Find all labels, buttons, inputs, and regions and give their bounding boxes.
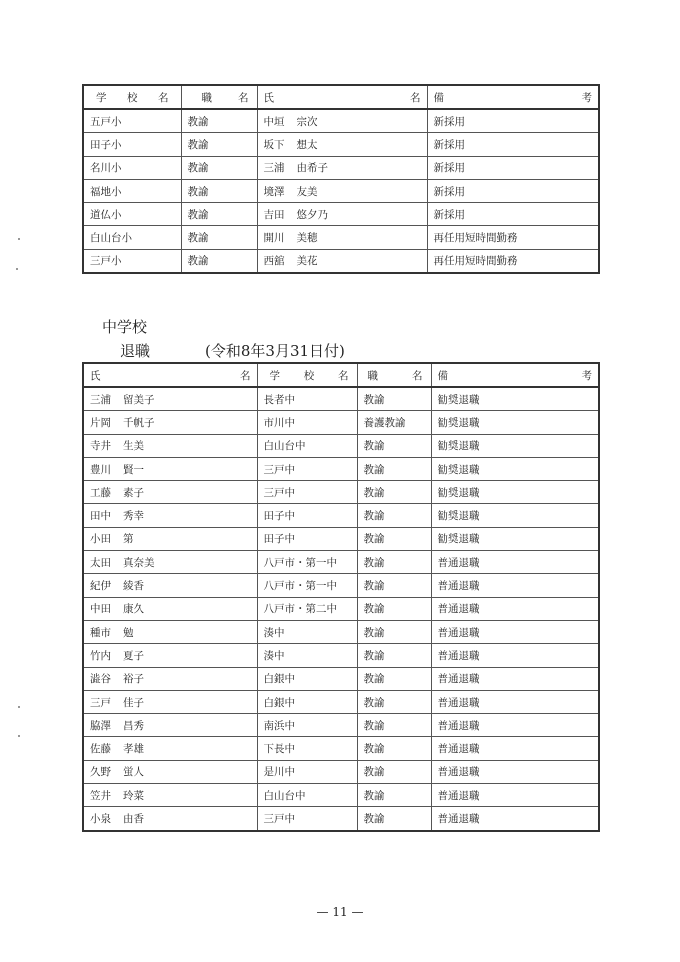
remarks-cell — [431, 784, 599, 807]
position-cell-text: 教諭 — [363, 766, 385, 779]
school-cell-text: 白銀中 — [263, 673, 295, 686]
school-cell — [257, 644, 357, 667]
header-name — [83, 363, 257, 387]
header-position — [181, 85, 257, 109]
position-cell — [181, 179, 257, 202]
position-cell — [357, 387, 431, 411]
remarks-cell-text: 普通退職 — [437, 789, 480, 802]
position-cell-text: 教諭 — [363, 440, 385, 453]
school-cell — [257, 504, 357, 527]
header-char: 職 — [367, 369, 378, 382]
position-cell-text: 教諭 — [363, 649, 385, 662]
name-cell-text: 生美 — [123, 440, 144, 453]
name-cell-text: 紀伊 — [90, 580, 111, 593]
header-school — [257, 363, 357, 387]
name-cell — [257, 249, 427, 273]
name-cell — [257, 226, 427, 249]
table-row — [83, 714, 599, 737]
position-cell-text: 教諭 — [187, 115, 209, 128]
name-cell-text: 綾香 — [123, 580, 144, 593]
table-row — [83, 179, 599, 202]
table-row — [83, 527, 599, 550]
table-row — [83, 667, 599, 690]
position-cell-text: 教諭 — [363, 533, 385, 546]
school-cell — [257, 527, 357, 550]
position-cell-text: 教諭 — [363, 393, 385, 406]
school-cell-text: 八戸市・第一中 — [263, 580, 337, 593]
header-char: 名 — [238, 91, 249, 104]
name-cell — [83, 737, 257, 760]
remarks-cell — [431, 667, 599, 690]
school-cell-text: 白山台小 — [90, 232, 132, 245]
scan-speck — [18, 706, 20, 708]
page-number: — 11 — — [316, 905, 364, 919]
remarks-cell-text: 新採用 — [433, 208, 465, 221]
school-cell-text: 八戸市・第二中 — [263, 603, 337, 616]
school-cell — [83, 109, 181, 133]
remarks-cell — [431, 411, 599, 434]
school-cell — [257, 784, 357, 807]
position-cell — [357, 784, 431, 807]
name-cell-text: 小田 — [90, 533, 111, 546]
position-cell — [357, 481, 431, 504]
position-cell-text: 教諭 — [363, 556, 385, 569]
header-char: 氏 — [263, 91, 274, 104]
position-cell-text: 教諭 — [363, 603, 385, 616]
junior-high-retirements-table — [82, 362, 600, 832]
remarks-cell — [427, 156, 599, 179]
name-cell-text: 工藤 — [90, 486, 111, 499]
remarks-cell-text: 勧奨退職 — [437, 463, 480, 476]
table-row — [83, 551, 599, 574]
name-cell — [257, 203, 427, 226]
remarks-cell-text: 普通退職 — [437, 603, 480, 616]
name-cell-text: 寺井 — [90, 440, 111, 453]
name-cell-text: 玲菜 — [123, 789, 144, 802]
header-position — [357, 363, 431, 387]
header-name — [257, 85, 427, 109]
name-cell-text: 小泉 — [90, 812, 111, 825]
name-cell — [83, 667, 257, 690]
name-cell-text: 西舘 — [263, 255, 285, 268]
name-cell-text: 脇澤 — [90, 719, 111, 732]
table-row — [83, 784, 599, 807]
name-cell-text: 竹内 — [90, 649, 111, 662]
table-row — [83, 156, 599, 179]
school-cell-text: 是川中 — [263, 766, 295, 779]
school-cell — [83, 156, 181, 179]
remarks-cell — [427, 179, 599, 202]
table-row — [83, 737, 599, 760]
name-cell-text: 三浦 — [90, 393, 111, 406]
remarks-cell — [431, 457, 599, 480]
remarks-cell — [431, 760, 599, 783]
name-cell — [83, 574, 257, 597]
header-char: 名 — [338, 369, 349, 382]
name-cell-text: 開川 — [263, 232, 285, 245]
remarks-cell-text: 普通退職 — [437, 696, 480, 709]
header-remarks — [431, 363, 599, 387]
school-cell — [257, 714, 357, 737]
header-char: 考 — [581, 369, 592, 382]
school-cell — [257, 597, 357, 620]
position-cell — [357, 574, 431, 597]
remarks-cell-text: 勧奨退職 — [437, 440, 480, 453]
table-row — [83, 760, 599, 783]
name-cell-text: 太田 — [90, 556, 111, 569]
position-cell-text: 教諭 — [187, 232, 209, 245]
remarks-cell-text: 新採用 — [433, 138, 465, 151]
table-row — [83, 109, 599, 133]
school-cell-text: 下長中 — [263, 743, 295, 756]
position-cell — [357, 760, 431, 783]
school-cell — [257, 551, 357, 574]
name-cell-text: 勉 — [123, 626, 134, 639]
remarks-cell — [431, 387, 599, 411]
position-cell-text: 教諭 — [187, 138, 209, 151]
remarks-cell-text: 勧奨退職 — [437, 486, 480, 499]
position-cell — [357, 667, 431, 690]
position-cell — [357, 620, 431, 643]
remarks-cell-text: 普通退職 — [437, 580, 480, 593]
position-cell-text: 教諭 — [363, 580, 385, 593]
name-cell — [83, 644, 257, 667]
position-cell — [357, 411, 431, 434]
position-cell-text: 教諭 — [187, 255, 209, 268]
name-cell-text: 由希子 — [296, 162, 328, 175]
position-cell-text: 教諭 — [363, 789, 385, 802]
school-cell — [257, 620, 357, 643]
section-title: 中学校 — [102, 318, 148, 336]
name-cell-text: 裕子 — [123, 673, 144, 686]
name-cell-text: 蛍人 — [123, 766, 144, 779]
position-cell — [357, 527, 431, 550]
school-cell-text: 白銀中 — [263, 696, 295, 709]
name-cell-text: 孝雄 — [123, 743, 144, 756]
school-cell-text: 南浜中 — [263, 719, 295, 732]
header-char: 校 — [127, 91, 138, 104]
school-cell-text: 道仏小 — [90, 208, 122, 221]
header-remarks — [427, 85, 599, 109]
table-row — [83, 690, 599, 713]
header-char: 名 — [410, 91, 421, 104]
table-row — [83, 411, 599, 434]
table-row — [83, 504, 599, 527]
name-cell — [83, 807, 257, 831]
table-row — [83, 387, 599, 411]
school-cell-text: 長者中 — [263, 393, 295, 406]
table-row — [83, 457, 599, 480]
school-cell-text: 田子中 — [263, 533, 295, 546]
name-cell-text: 吉田 — [263, 208, 285, 221]
name-cell — [83, 504, 257, 527]
school-cell — [257, 690, 357, 713]
remarks-cell — [427, 133, 599, 156]
position-cell — [357, 434, 431, 457]
remarks-cell-text: 普通退職 — [437, 649, 480, 662]
name-cell-text: 笠井 — [90, 789, 111, 802]
name-cell — [257, 156, 427, 179]
table-row — [83, 644, 599, 667]
subsection-title: 退職 — [120, 342, 151, 360]
school-cell-text: 白山台中 — [263, 789, 306, 802]
position-cell-text: 教諭 — [363, 463, 385, 476]
school-cell — [257, 387, 357, 411]
school-cell — [257, 807, 357, 831]
school-cell — [257, 434, 357, 457]
school-cell-text: 八戸市・第一中 — [263, 556, 337, 569]
remarks-cell-text: 新採用 — [433, 162, 465, 175]
header-char: 学 — [96, 91, 107, 104]
remarks-cell-text: 普通退職 — [437, 626, 480, 639]
remarks-cell — [431, 644, 599, 667]
school-cell-text: 田子小 — [90, 138, 122, 151]
remarks-cell-text: 普通退職 — [437, 766, 480, 779]
position-cell-text: 教諭 — [187, 208, 209, 221]
school-cell — [257, 481, 357, 504]
school-cell-text: 三戸中 — [263, 486, 295, 499]
position-cell — [181, 203, 257, 226]
scan-speck — [18, 735, 20, 737]
position-cell — [357, 807, 431, 831]
name-cell — [83, 597, 257, 620]
name-cell — [257, 133, 427, 156]
effective-date: (令和8年3月31日付) — [205, 342, 345, 360]
remarks-cell — [431, 597, 599, 620]
school-cell — [83, 179, 181, 202]
name-cell-text: 久野 — [90, 766, 111, 779]
name-cell — [83, 434, 257, 457]
remarks-cell — [427, 249, 599, 273]
remarks-cell — [431, 807, 599, 831]
name-cell — [83, 457, 257, 480]
header-char: 名 — [158, 91, 169, 104]
remarks-cell-text: 新採用 — [433, 185, 465, 198]
name-cell-text: 宗次 — [296, 115, 318, 128]
position-cell-text: 教諭 — [363, 743, 385, 756]
name-cell-text: 豊川 — [90, 463, 111, 476]
table-row — [83, 597, 599, 620]
remarks-cell — [427, 203, 599, 226]
remarks-cell — [427, 109, 599, 133]
name-cell — [83, 690, 257, 713]
header-char: 氏 — [90, 369, 101, 382]
school-cell-text: 市川中 — [263, 416, 295, 429]
remarks-cell-text: 勧奨退職 — [437, 533, 480, 546]
name-cell-text: 昌秀 — [123, 719, 144, 732]
name-cell-text: 澁谷 — [90, 673, 111, 686]
position-cell — [357, 504, 431, 527]
name-cell-text: 素子 — [123, 486, 144, 499]
remarks-cell — [431, 504, 599, 527]
name-cell-text: 秀幸 — [123, 510, 144, 523]
table-row — [83, 133, 599, 156]
header-char: 名 — [412, 369, 423, 382]
position-cell — [357, 714, 431, 737]
school-cell — [83, 203, 181, 226]
school-cell-text: 三戸中 — [263, 812, 295, 825]
school-cell — [257, 574, 357, 597]
position-cell — [181, 109, 257, 133]
position-cell-text: 教諭 — [187, 185, 209, 198]
remarks-cell — [431, 434, 599, 457]
name-cell-text: 康久 — [123, 603, 144, 616]
remarks-cell — [431, 737, 599, 760]
header-school — [83, 85, 181, 109]
table-row — [83, 574, 599, 597]
remarks-cell-text: 勧奨退職 — [437, 416, 480, 429]
name-cell — [83, 784, 257, 807]
school-cell-text: 湊中 — [263, 626, 285, 639]
school-cell — [257, 457, 357, 480]
name-cell-text: 想太 — [296, 138, 318, 151]
header-char: 備 — [433, 91, 444, 104]
position-cell — [357, 457, 431, 480]
table-row — [83, 807, 599, 831]
position-cell-text: 教諭 — [363, 812, 385, 825]
position-cell — [357, 597, 431, 620]
table-header-row — [83, 85, 599, 109]
name-cell — [83, 714, 257, 737]
name-cell — [257, 179, 427, 202]
name-cell-text: 三戸 — [90, 696, 111, 709]
remarks-cell — [431, 551, 599, 574]
remarks-cell-text: 再任用短時間勤務 — [433, 232, 518, 245]
header-char: 考 — [581, 91, 592, 104]
remarks-cell-text: 勧奨退職 — [437, 393, 480, 406]
position-cell — [181, 156, 257, 179]
name-cell-text: 佳子 — [123, 696, 144, 709]
elementary-appointments-table — [82, 84, 600, 274]
remarks-cell — [431, 690, 599, 713]
remarks-cell-text: 普通退職 — [437, 719, 480, 732]
name-cell — [83, 411, 257, 434]
position-cell-text: 教諭 — [363, 673, 385, 686]
name-cell-text: 友美 — [296, 185, 318, 198]
position-cell — [181, 133, 257, 156]
name-cell-text: 田中 — [90, 510, 111, 523]
name-cell — [83, 387, 257, 411]
school-cell-text: 名川小 — [90, 162, 122, 175]
name-cell-text: 第 — [123, 533, 134, 546]
position-cell-text: 教諭 — [363, 486, 385, 499]
remarks-cell — [431, 620, 599, 643]
remarks-cell-text: 普通退職 — [437, 812, 480, 825]
school-cell — [257, 760, 357, 783]
table-row — [83, 620, 599, 643]
position-cell — [181, 249, 257, 273]
scan-speck — [16, 268, 18, 270]
position-cell-text: 教諭 — [363, 719, 385, 732]
name-cell-text: 真奈美 — [123, 556, 155, 569]
name-cell — [83, 760, 257, 783]
header-char: 備 — [437, 369, 448, 382]
table-header-row — [83, 363, 599, 387]
school-cell-text: 白山台中 — [263, 440, 306, 453]
header-char: 校 — [303, 369, 315, 382]
position-cell-text: 教諭 — [363, 696, 385, 709]
school-cell — [257, 737, 357, 760]
name-cell-text: 留美子 — [123, 393, 155, 406]
name-cell — [83, 527, 257, 550]
name-cell-text: 美花 — [296, 255, 318, 268]
position-cell-text: 教諭 — [363, 510, 385, 523]
name-cell-text: 坂下 — [263, 138, 285, 151]
remarks-cell-text: 新採用 — [433, 115, 465, 128]
remarks-cell-text: 再任用短時間勤務 — [433, 255, 518, 268]
table-row — [83, 481, 599, 504]
remarks-cell-text: 普通退職 — [437, 743, 480, 756]
name-cell-text: 佐藤 — [90, 743, 111, 756]
table-row — [83, 249, 599, 273]
position-cell — [357, 644, 431, 667]
position-cell-text: 養護教諭 — [363, 416, 406, 429]
remarks-cell-text: 普通退職 — [437, 556, 480, 569]
school-cell-text: 福地小 — [90, 185, 122, 198]
name-cell-text: 三浦 — [263, 162, 285, 175]
school-cell-text: 三戸小 — [90, 255, 122, 268]
remarks-cell — [431, 527, 599, 550]
name-cell-text: 中田 — [90, 603, 111, 616]
table-row — [83, 226, 599, 249]
school-cell — [83, 226, 181, 249]
name-cell-text: 由香 — [123, 812, 144, 825]
name-cell-text: 片岡 — [90, 416, 111, 429]
name-cell-text: 中垣 — [263, 115, 285, 128]
name-cell-text: 千帆子 — [123, 416, 155, 429]
name-cell — [83, 551, 257, 574]
position-cell-text: 教諭 — [187, 162, 209, 175]
name-cell-text: 夏子 — [123, 649, 144, 662]
name-cell-text: 境澤 — [263, 185, 285, 198]
school-cell-text: 三戸中 — [263, 463, 295, 476]
name-cell-text: 美穂 — [296, 232, 318, 245]
remarks-cell-text: 勧奨退職 — [437, 510, 480, 523]
name-cell — [257, 109, 427, 133]
header-char: 学 — [269, 369, 280, 382]
header-char: 職 — [201, 91, 212, 104]
remarks-cell — [427, 226, 599, 249]
name-cell — [83, 481, 257, 504]
name-cell-text: 種市 — [90, 626, 111, 639]
school-cell-text: 田子中 — [263, 510, 295, 523]
school-cell — [83, 133, 181, 156]
remarks-cell — [431, 714, 599, 737]
school-cell-text: 五戸小 — [90, 115, 122, 128]
position-cell — [357, 551, 431, 574]
school-cell-text: 湊中 — [263, 649, 285, 662]
school-cell — [83, 249, 181, 273]
position-cell-text: 教諭 — [363, 626, 385, 639]
school-cell — [257, 411, 357, 434]
name-cell-text: 悠夕乃 — [296, 208, 328, 221]
scan-speck — [18, 238, 20, 240]
name-cell — [83, 620, 257, 643]
position-cell — [357, 737, 431, 760]
table-row — [83, 434, 599, 457]
position-cell — [181, 226, 257, 249]
table-row — [83, 203, 599, 226]
remarks-cell — [431, 481, 599, 504]
school-cell — [257, 667, 357, 690]
remarks-cell — [431, 574, 599, 597]
remarks-cell-text: 普通退職 — [437, 673, 480, 686]
header-char: 名 — [240, 369, 251, 382]
position-cell — [357, 690, 431, 713]
name-cell-text: 賢一 — [123, 463, 144, 476]
